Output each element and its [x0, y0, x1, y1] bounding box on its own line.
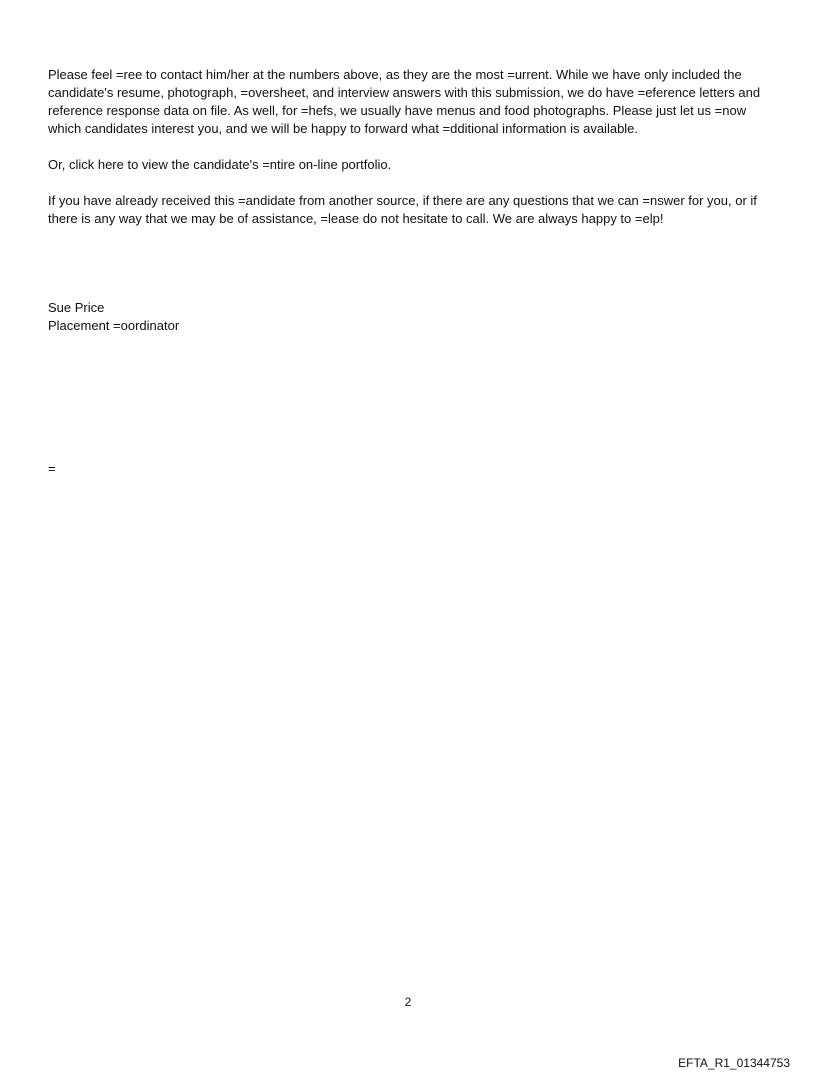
paragraph-assistance: If you have already received this =andidate from another source, if there are any questions that we can =nswer for you, or if there is any way that we may be of assistance, =lease do not hesitate to call. We are always happy to =elp! — [48, 193, 757, 226]
stray-equals-mark: = — [48, 461, 56, 476]
signature-name: Sue Price — [48, 300, 105, 315]
page-number: 2 — [404, 995, 412, 1009]
paragraph-portfolio-link: Or, click here to view the candidate's =ntire on-line portfolio. — [48, 157, 392, 172]
signature-title: Placement =oordinator — [48, 318, 180, 333]
paragraph-contact-info: Please feel =ree to contact him/her at the numbers above, as they are the most =urrent. While we have only included the candidate's resume, photograph, =oversheet, and interview answers with this submission, we do have =eference letters and reference response data on file. As well, for =hefs, we usually have menus and food photographs. Please just let us =now which candidates interest you, and we will be happy to forward what =dditional information is available. — [48, 67, 761, 136]
document-id-stamp: EFTA_R1_01344753 — [678, 1056, 790, 1070]
